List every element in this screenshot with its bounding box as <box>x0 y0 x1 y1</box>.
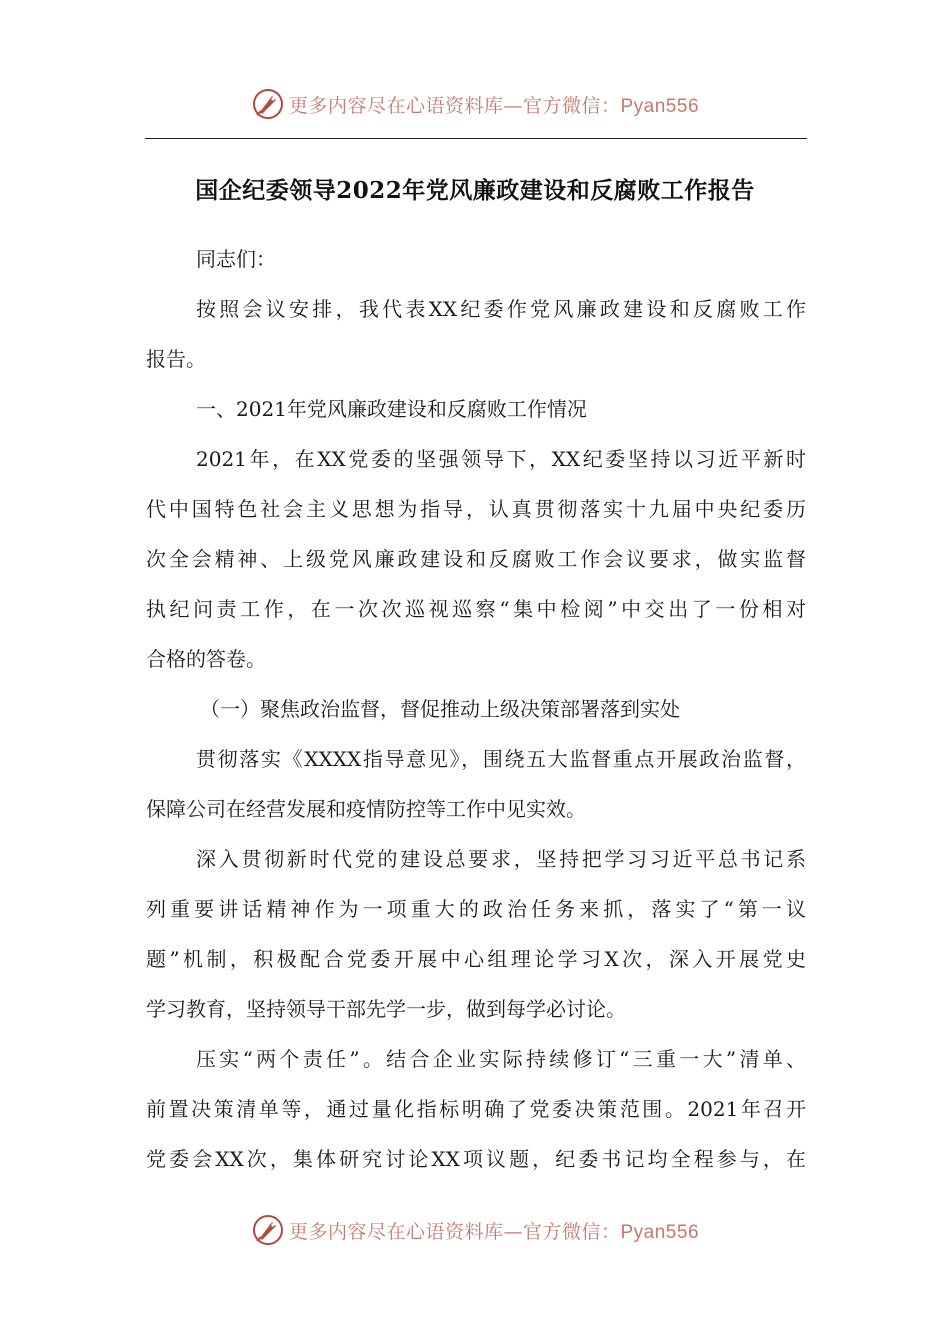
paragraph-line: 贯彻落实《XXXX指导意见》，围绕五大监督重点开展政治监督， <box>196 747 806 771</box>
paragraph-line: 列重要讲话精神作为一项重大的政治任务来抓，落实了“第一议 <box>146 897 806 921</box>
watermark-separator: — <box>503 1220 523 1243</box>
paragraph-line: 报告。 <box>146 347 206 371</box>
watermark-wechat-id: Pyan556 <box>620 1221 700 1243</box>
paragraph-line: 压实“两个责任”。结合企业实际持续修订“三重一大”清单、 <box>196 1047 806 1071</box>
paragraph-line: 代中国特色社会主义思想为指导，认真贯彻落实十九届中央纪委历 <box>146 497 806 521</box>
paragraph-line: 执纪问责工作，在一次次巡视巡察“集中检阅”中交出了一份相对 <box>146 597 806 621</box>
paragraph-line: 前置决策清单等，通过量化指标明确了党委决策范围。2021年召开 <box>146 1097 806 1121</box>
paragraph-line: 深入贯彻新时代党的建设总要求，坚持把学习习近平总书记系 <box>196 847 806 871</box>
paragraph-line: 保障公司在经营发展和疫情防控等工作中见实效。 <box>146 797 586 821</box>
paragraph-line: 学习教育，坚持领导干部先学一步，做到每学必讨论。 <box>146 997 626 1021</box>
salutation: 同志们： <box>196 247 276 271</box>
paragraph-line: 按照会议安排，我代表XX纪委作党风廉政建设和反腐败工作 <box>196 297 806 321</box>
footer-watermark <box>0 1208 950 1252</box>
watermark-text <box>289 1217 699 1244</box>
paragraph-line: 合格的答卷。 <box>146 647 266 671</box>
watermark-wechat-label: 官方微信： <box>522 94 621 117</box>
pen-nib-logo-icon <box>251 1213 285 1247</box>
watermark-brand: 更多内容尽在心语资料库 <box>288 1220 504 1243</box>
watermark-separator: — <box>503 94 523 117</box>
document-title: 国企纪委领导2022年党风廉政建设和反腐败工作报告 <box>195 177 755 204</box>
subsection-heading: （一）聚焦政治监督，督促推动上级决策部署落到实处 <box>200 697 680 721</box>
pen-nib-logo-icon <box>251 87 285 121</box>
paragraph-line: 2021年，在XX党委的坚强领导下，XX纪委坚持以习近平新时 <box>196 447 806 471</box>
section-heading: 一、2021年党风廉政建设和反腐败工作情况 <box>196 397 587 421</box>
header-divider <box>145 138 807 139</box>
watermark-wechat-id: Pyan556 <box>620 95 700 117</box>
watermark-brand: 更多内容尽在心语资料库 <box>288 94 504 117</box>
header-watermark <box>0 82 950 126</box>
paragraph-line: 党委会XX次，集体研究讨论XX项议题，纪委书记均全程参与，在 <box>146 1147 806 1171</box>
watermark-text <box>289 91 699 118</box>
paragraph-line: 题”机制，积极配合党委开展中心组理论学习X次，深入开展党史 <box>146 947 806 971</box>
paragraph-line: 次全会精神、上级党风廉政建设和反腐败工作会议要求，做实监督 <box>146 547 806 571</box>
watermark-wechat-label: 官方微信： <box>522 1220 621 1243</box>
